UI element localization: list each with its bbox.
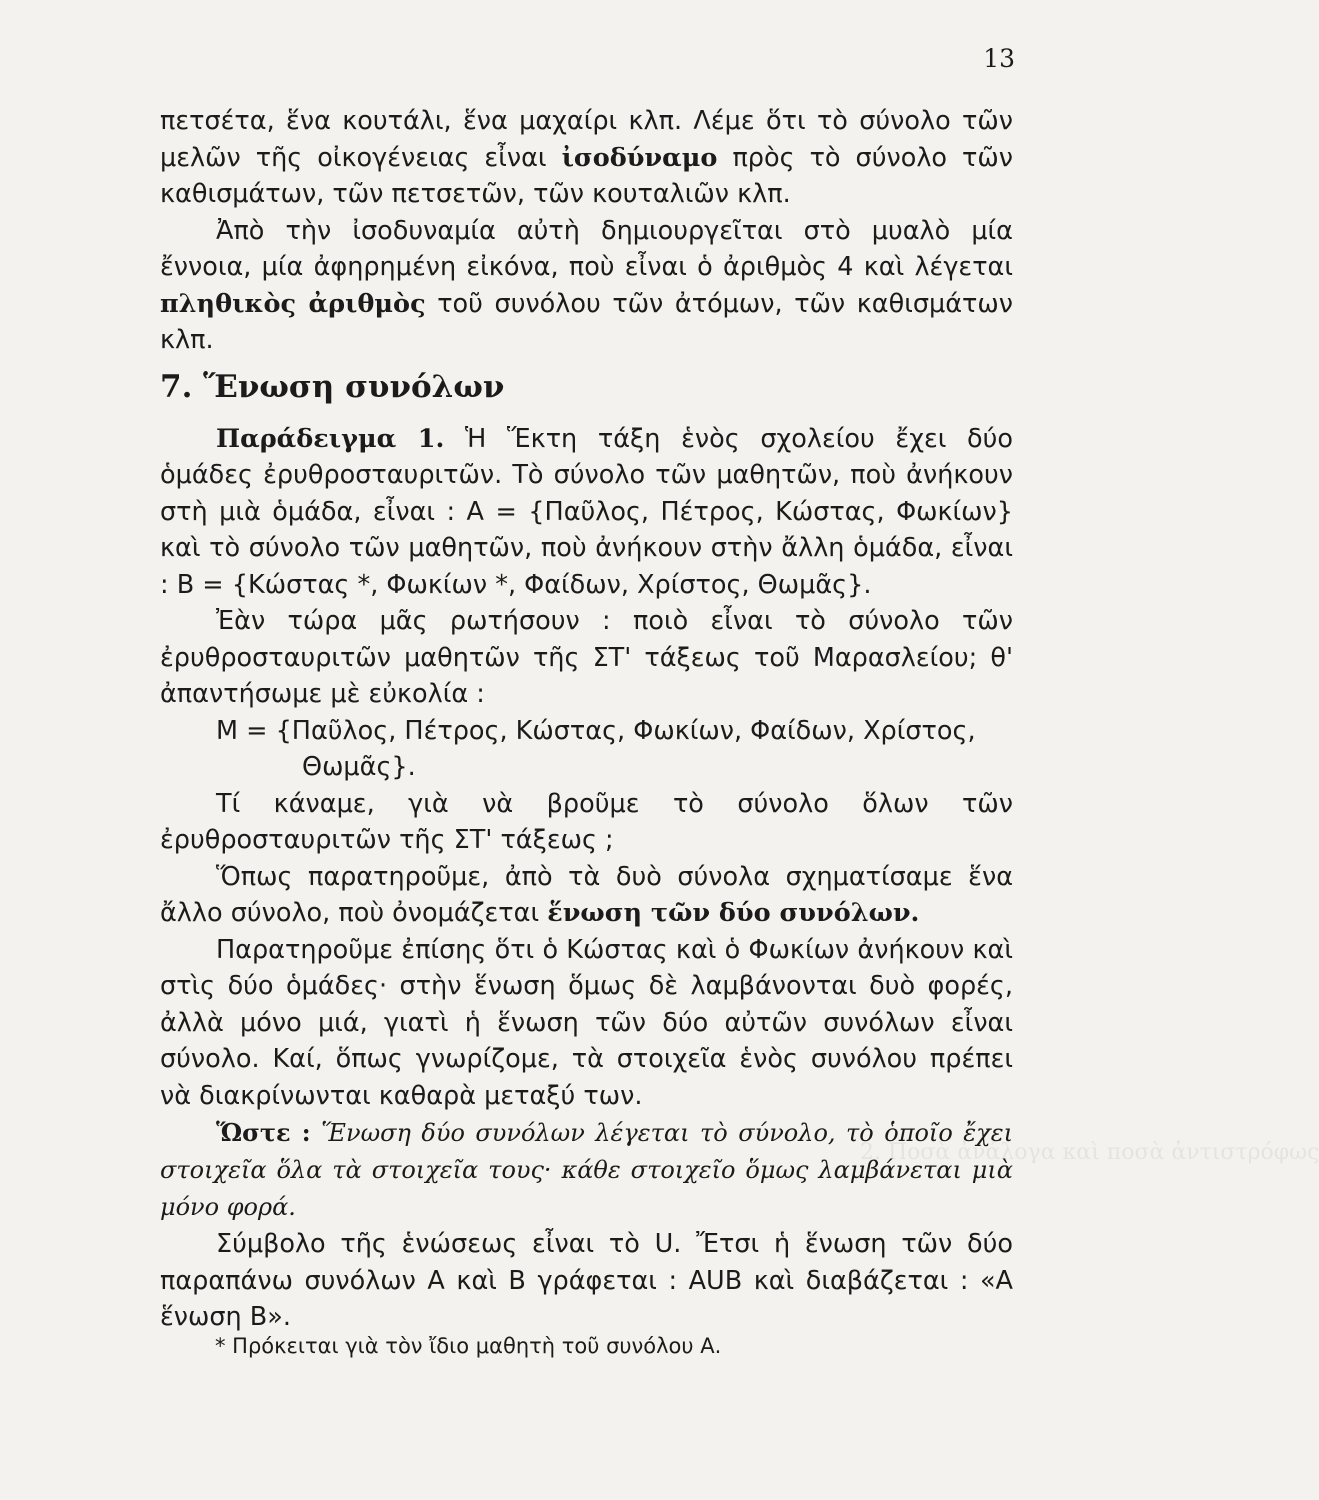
bleed-through: 2. Ποσὰ ἀνάλογα καὶ ποσὰ ἀντιστρόφως xyxy=(860,1140,1319,1165)
text: πρὸς τὸ σύνολο τῶν καθισμάτων, τῶν πετσετῶν, τῶν κουταλιῶν κλπ. xyxy=(160,142,1013,209)
paragraph: Παρατηροῦμε ἐπίσης ὅτι ὁ Κώστας καὶ ὁ Φωκίων ἀνήκουν καὶ στὶς δύο ὁμάδες· στὴν ἕνωση ὅμως δὲ λαμβάνονται δυὸ φορές, ἀλλὰ μόνο μιά, γιατὶ ἡ ἕνωση τῶν δύο αὐτῶν συνόλων εἶναι σύνολο. Καί, ὅπως γνωρίζομε, τὰ στοιχεῖα ἑνὸς συνόλου πρέπει νὰ διακρίνωνται καθαρὰ μεταξύ των. xyxy=(160,934,1013,1111)
bold-term: πληθικὸς ἀριθμὸς xyxy=(160,288,426,319)
footnote: * Πρόκειται γιὰ τὸν ἴδιο μαθητὴ τοῦ συνόλου Α. xyxy=(215,1334,722,1358)
text: πετσέτα, ἕνα κουτάλι, ἕνα μαχαίρι κλπ. Λέμε ὅτι τὸ σύνολο τῶν μελῶν τῆς οἰκογένειας εἶναι xyxy=(160,106,1013,173)
text: τοῦ συνόλου τῶν ἀτόμων, τῶν καθισμάτων κλπ. xyxy=(160,288,1013,355)
bold-term: ἰσοδύναμο xyxy=(561,142,718,173)
page-body xyxy=(160,103,1013,1336)
paragraph xyxy=(160,421,1013,604)
section-heading: 7. Ἕνωση συνόλων xyxy=(160,368,505,405)
paragraph: Σύμβολο τῆς ἑνώσεως εἶναι τὸ U. Ἔτσι ἡ ἕνωση τῶν δύο παραπάνω συνόλων Α καὶ Β γράφεται : AUB καὶ διαβάζεται : «Α ἕνωση Β». xyxy=(160,1229,1013,1332)
paragraph xyxy=(160,859,1013,932)
text: Ὅπως παρατηροῦμε, ἀπὸ τὰ δυὸ σύνολα σχηματίσαμε ἕνα ἄλλο σύνολο, ποὺ ὀνομάζεται xyxy=(160,861,1013,928)
paragraph xyxy=(160,213,1013,359)
set-m-line: Μ = {Παῦλος, Πέτρος, Κώστας, Φωκίων, Φαίδων, Χρίστος, xyxy=(216,715,976,746)
set-m-line-cont: Θωμᾶς}. xyxy=(302,752,416,782)
rule-label: Ὥστε : xyxy=(216,1118,311,1147)
definition-rule xyxy=(160,1114,1013,1226)
paragraph xyxy=(160,103,1013,213)
paragraph: Ἐὰν τώρα μᾶς ρωτήσουν : ποιὸ εἶναι τὸ σύνολο τῶν ἐρυθροσταυριτῶν μαθητῶν τῆς ΣΤ' τάξεως τοῦ Μαρασλείου; θ' ἀπαντήσωμε μὲ εὐκολία : xyxy=(160,606,1013,709)
bold-term: ἕνωση τῶν δύο συνόλων. xyxy=(547,898,920,928)
paragraph: Τί κάναμε, γιὰ νὰ βροῦμε τὸ σύνολο ὅλων τῶν ἐρυθροσταυριτῶν τῆς ΣΤ' τάξεως ; xyxy=(160,788,1013,855)
page-number: 13 xyxy=(983,44,1015,73)
text: Ἀπὸ τὴν ἰσοδυναμία αὐτὴ δημιουργεῖται στὸ μυαλὸ μία ἔννοια, μία ἀφηρημένη εἰκόνα, ποὺ εἶναι ὁ ἀριθμὸς 4 καὶ λέγεται xyxy=(160,215,1013,282)
text: Ἡ Ἕκτη τάξη ἑνὸς σχολείου ἔχει δύο ὁμάδες ἐρυθροσταυριτῶν. Τὸ σύνολο τῶν μαθητῶν, ποὺ ἀνήκουν στὴ μιὰ ὁμάδα, εἶναι : Α = {Παῦλος, Πέτρος, Κώστας, Φωκίων} καὶ τὸ σύνολο τῶν μαθητῶν, ποὺ ἀνήκουν στὴν ἄλλη ὁμάδα, εἶναι : Β = {Κώστας *, Φωκίων *, Φαίδων, Χρίστος, Θωμᾶς}. xyxy=(160,423,1013,600)
example-label: Παράδειγμα 1. xyxy=(216,423,445,454)
rule-text: Ἕνωση δύο συνόλων λέγεται τὸ σύνολο, τὸ ὁποῖο ἔχει στοιχεῖα ὅλα τὰ στοιχεῖα τους· κάθε στοιχεῖο ὅμως λαμβάνεται μιὰ μόνο φορά. xyxy=(160,1119,1013,1221)
